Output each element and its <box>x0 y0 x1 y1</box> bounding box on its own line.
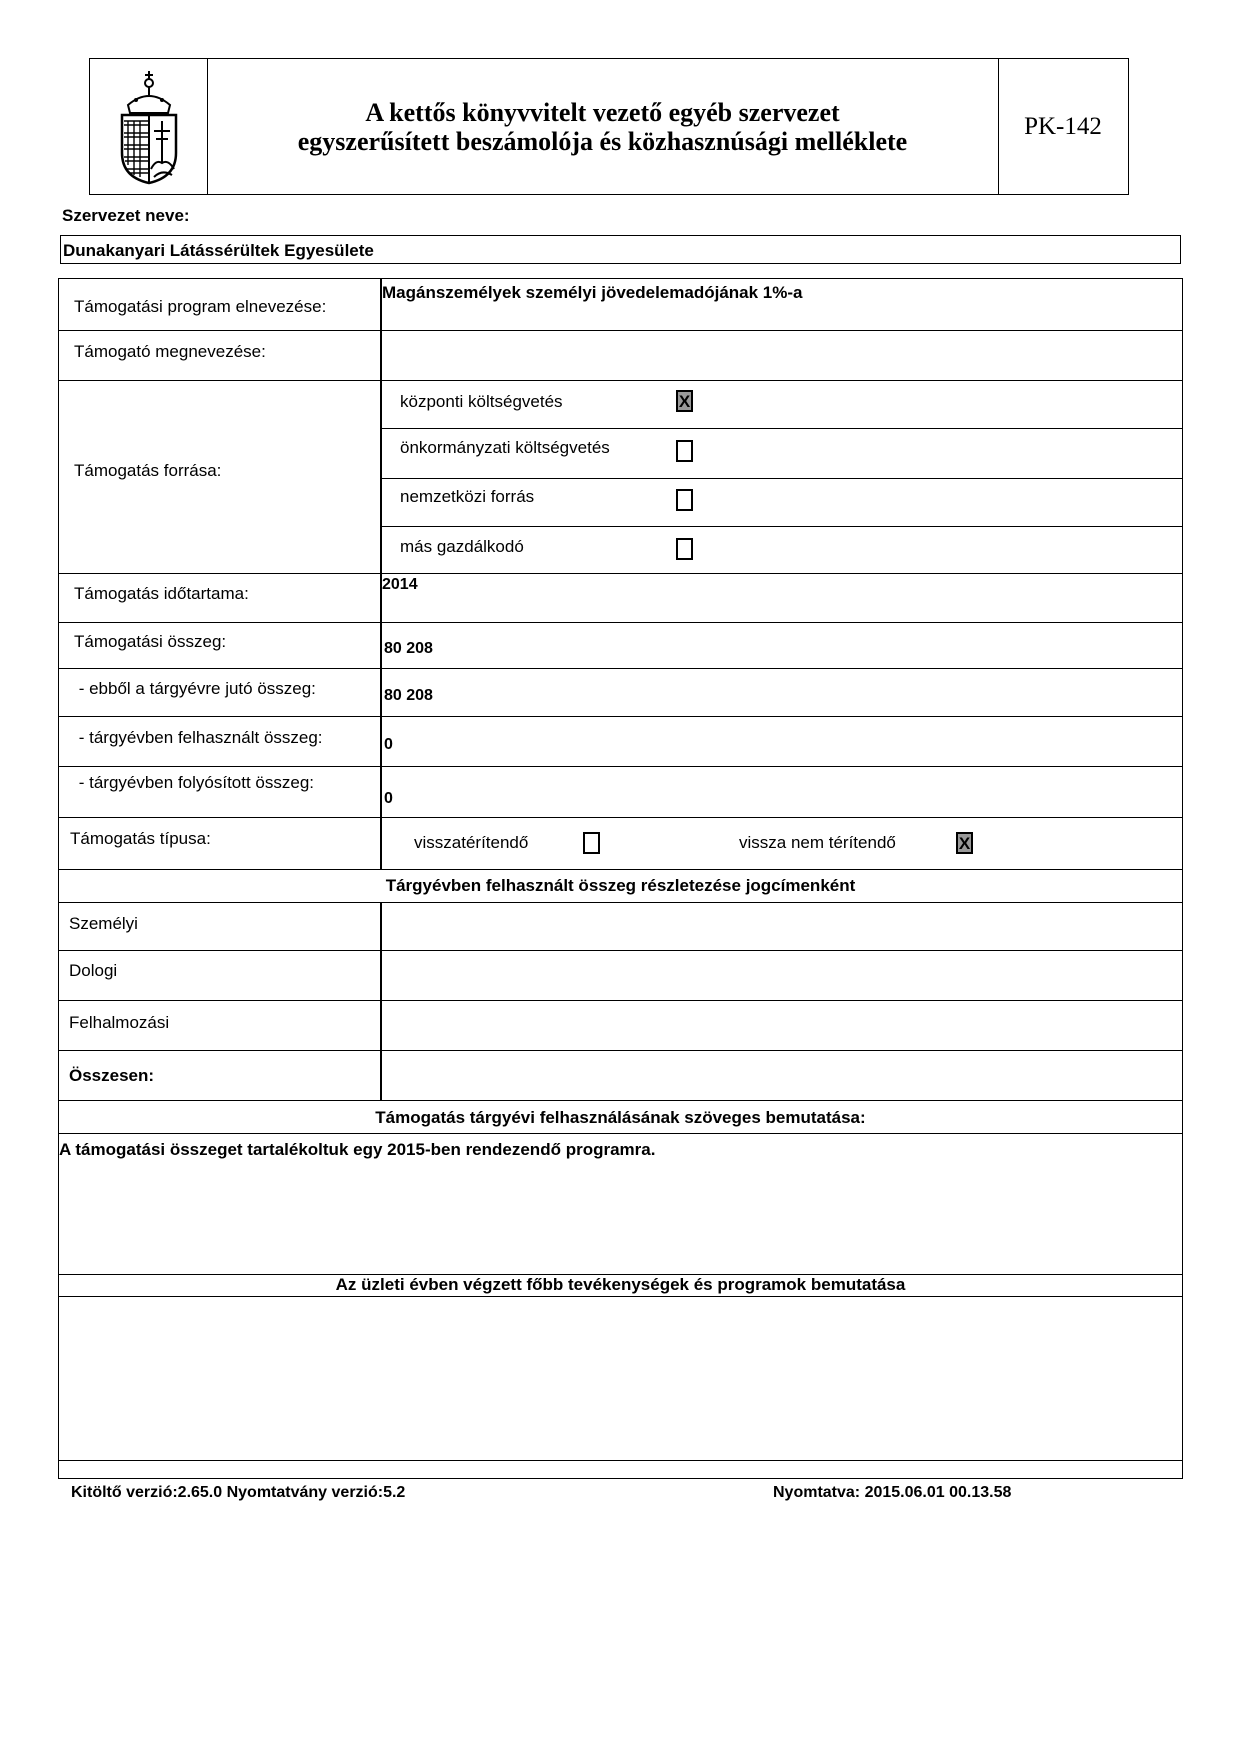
supporter-field[interactable] <box>382 331 1182 380</box>
breakdown-row-label: Dologi <box>69 961 118 980</box>
year-amount-field[interactable] <box>382 669 1182 716</box>
amount-value: 80 208 <box>384 640 433 657</box>
breakdown-capital-field[interactable] <box>382 1001 1182 1050</box>
check-x-icon: X <box>678 392 691 411</box>
breakdown-personal-field[interactable] <box>382 903 1182 950</box>
check-x-icon: X <box>958 834 971 853</box>
form-code: PK-142 <box>1024 112 1102 140</box>
type-label: Támogatás típusa: <box>70 829 211 848</box>
type-refundable-checkbox[interactable] <box>583 832 600 854</box>
amount-label: Támogatási összeg: <box>74 632 227 651</box>
breakdown-row-label: Felhalmozási <box>69 1013 170 1032</box>
organization-name-field[interactable] <box>60 235 1181 264</box>
source-other-business-checkbox[interactable] <box>676 538 693 560</box>
hungarian-coat-of-arms-icon <box>114 65 184 187</box>
type-nonrefundable-checkbox[interactable] <box>956 832 973 854</box>
usage-heading: Támogatás tárgyévi felhasználásának szöveges bemutatása: <box>375 1108 866 1127</box>
source-label: Támogatás forrása: <box>74 461 222 480</box>
paid-amount-field[interactable] <box>382 767 1182 817</box>
year-amount-label: - ebből a tárgyévre jutó összeg: <box>74 679 316 698</box>
form-title <box>207 59 999 194</box>
amount-field[interactable] <box>382 623 1182 668</box>
type-refundable-label: visszatérítendő <box>414 833 529 852</box>
paid-amount-value: 0 <box>384 790 393 807</box>
used-amount-label: - tárgyévben felhasznált összeg: <box>74 728 323 747</box>
duration-field[interactable] <box>382 574 1182 622</box>
footer-printed-date: Nyomtatva: 2015.06.01 00.13.58 <box>773 1484 1012 1501</box>
organization-name-value: Dunakanyari Látássérültek Egyesülete <box>63 241 374 260</box>
source-option-label: nemzetközi forrás <box>400 487 535 506</box>
type-nonrefundable-label: vissza nem térítendő <box>739 833 896 852</box>
program-name-value: Magánszemélyek személyi jövedelemadójának 1%-a <box>382 283 803 302</box>
breakdown-total-field[interactable] <box>382 1051 1182 1100</box>
crest-cell <box>90 59 208 194</box>
program-name-field[interactable] <box>382 279 1182 330</box>
duration-label: Támogatás időtartama: <box>74 584 249 603</box>
source-option-label: más gazdálkodó <box>400 537 524 556</box>
breakdown-material-field[interactable] <box>382 951 1182 1000</box>
source-option-label: központi költségvetés <box>400 392 563 411</box>
source-municipal-budget-checkbox[interactable] <box>676 440 693 462</box>
usage-text-field[interactable] <box>59 1134 1182 1273</box>
source-international-checkbox[interactable] <box>676 489 693 511</box>
used-amount-field[interactable] <box>382 717 1182 766</box>
used-amount-value: 0 <box>384 736 393 753</box>
breakdown-total-label: Összesen: <box>69 1066 155 1085</box>
source-central-budget-checkbox[interactable] <box>676 390 693 412</box>
paid-amount-label: - tárgyévben folyósított összeg: <box>74 773 315 792</box>
source-option-label: önkormányzati költségvetés <box>400 438 610 457</box>
breakdown-row-label: Személyi <box>69 914 138 933</box>
program-name-label: Támogatási program elnevezése: <box>74 297 327 316</box>
form-title-line-1: A kettős könyvvitelt vezető egyéb szervezet <box>365 97 840 127</box>
activities-text-field[interactable] <box>59 1297 1182 1460</box>
year-amount-value: 80 208 <box>384 687 433 704</box>
breakdown-heading: Tárgyévben felhasznált összeg részletezése jogcímenként <box>385 876 856 895</box>
activities-heading: Az üzleti évben végzett főbb tevékenységek és programok bemutatása <box>335 1275 906 1294</box>
form-title-line-2: egyszerűsített beszámolója és közhasznúsági melléklete <box>297 126 908 156</box>
duration-value: 2014 <box>382 576 418 593</box>
organization-name-label: Szervezet neve: <box>62 206 190 225</box>
footer-version: Kitöltő verzió:2.65.0 Nyomtatvány verzió:5.2 <box>71 1484 406 1501</box>
supporter-label: Támogató megnevezése: <box>74 342 266 361</box>
form-header <box>89 58 1129 195</box>
usage-text: A támogatási összeget tartalékoltuk egy 2015-ben rendezendő programra. <box>59 1140 656 1159</box>
